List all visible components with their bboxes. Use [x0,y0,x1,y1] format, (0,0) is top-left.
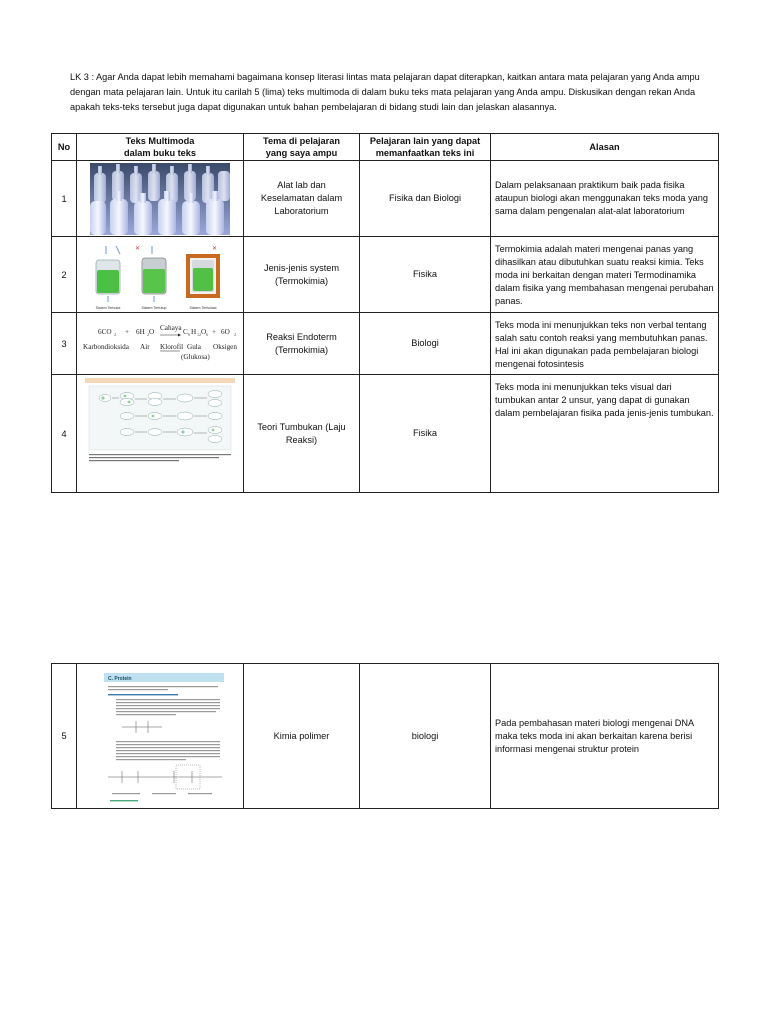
row-number: 1 [52,161,77,237]
lab-bottles-photo [90,163,230,235]
multimoda-table [51,133,719,493]
row-number: 3 [52,313,77,375]
row-pelajaran: biologi [360,664,491,809]
eq-name-air: Air [140,342,150,351]
row-alasan: Dalam pelaksanaan praktikum baik pada fisika ataupun biologi akan menggunakan teks moda yang sama dalam pengenalan alat-alat laboratorium [491,161,719,237]
label-sistem-tertutup: Sistem Tertutup [141,305,167,310]
svg-text:6: 6 [188,331,190,337]
header-pelajaran-lain [360,134,491,161]
header-pelajaran-line2: memanfaatkan teks ini [375,148,475,158]
label-sistem-terisolasi: Sistem Terisolasi [189,305,217,310]
table-row [52,664,719,809]
table-row [52,313,719,375]
svg-text:2: 2 [234,331,236,337]
svg-text:12: 12 [197,331,201,337]
eq-name-karbondioksida: Karbondioksida [83,342,129,351]
eq-plus-1: + [125,327,130,336]
systems-diagram [80,238,240,312]
row-pelajaran: Biologi [360,313,491,375]
header-tema-line1: Tema di pelajaran [263,136,340,146]
collision-theory-image [77,375,244,493]
eq-h2o-o: O [149,327,155,336]
header-tema-line2: yang saya ampu [265,148,338,158]
header-no: No [52,134,77,161]
svg-text:O: O [201,327,207,336]
multimoda-table-continued [51,663,719,809]
row-alasan: Termokimia adalah materi mengenai panas yang dihasilkan atau dibutuhkan suatu reaksi kimia. Teks moda ini berkaitan dengan materi Termodinamika dalam fisika yang membahasan mengenai perubahan panas. [491,237,719,313]
row-number: 4 [52,375,77,493]
svg-text:6: 6 [206,331,208,337]
table-row [52,237,719,313]
row-number: 2 [52,237,77,313]
eq-name-glukosa: (Glukosa) [181,352,210,361]
table-header-row [52,134,719,161]
row-number: 5 [52,664,77,809]
row-pelajaran: Fisika [360,237,491,313]
row-tema: Kimia polimer [244,664,360,809]
row-tema: Reaksi Endoterm (Termokimia) [244,313,360,375]
row-pelajaran: Fisika [360,375,491,493]
header-pelajaran-line1: Pelajaran lain yang dapat [369,136,481,146]
svg-text:✕: ✕ [135,245,141,252]
header-tema [244,134,360,161]
eq-co2: 6CO [98,327,112,336]
header-alasan: Alasan [491,134,719,161]
protein-page-thumbnail [92,667,228,805]
intro-paragraph: LK 3 : Agar Anda dapat lebih memahami bagaimana konsep literasi lintas mata pelajaran dapat diterapkan, kaitkan antara mata pelajaran yang Anda ampu dengan mata pelajaran lain. Untuk itu carilah 5 (lima) teks multimoda di dalam buku teks mata pelajaran yang Anda ampu. Diskusikan dengan rekan Anda apakah teks-teks tersebut juga dapat digunakan untuk bahan pembelajaran di bidang studi lain dan jelaskan alasannya. [70,72,700,112]
photosynthesis-equation [80,318,240,370]
table-row [52,375,719,493]
header-teks-line2: dalam buku teks [124,148,196,158]
eq-cahaya: Cahaya [160,323,182,332]
header-teks-multimoda [77,134,244,161]
table-row [52,161,719,237]
eq-plus-2: + [212,327,217,336]
eq-glucose: C [183,327,188,336]
termokimia-systems-image [77,237,244,313]
svg-text:2: 2 [114,331,116,337]
eq-name-klorofil: Klorofil [160,342,184,351]
eq-name-gula: Gula [187,342,201,351]
eq-o2: 6O [221,327,230,336]
header-teks-line1: Teks Multimoda [125,136,195,146]
thumb-title: C. Protein [108,676,132,682]
protein-structure-image [77,664,244,809]
row-alasan: Teks moda ini menunjukkan teks non verbal tentang salah satu contoh reaksi yang membutuhkan panas. Hal ini akan digunakan pada pembelajaran biologi mengenai fotosintesis [491,313,719,375]
row-tema: Jenis-jenis system (Termokimia) [244,237,360,313]
svg-text:2: 2 [147,331,149,337]
collision-diagram [85,378,235,464]
row-tema: Alat lab dan Keselamatan dalam Laboratorium [244,161,360,237]
row-tema: Teori Tumbukan (Laju Reaksi) [244,375,360,493]
label-sistem-terbuka: Sistem Terbuka [95,305,121,310]
eq-name-oksigen: Oksigen [213,342,237,351]
row-alasan: Teks moda ini menunjukkan teks visual dari tumbukan antar 2 unsur, yang dapat di gunakan dalam pembelajaran fisika pada jenis-jenis tumbukan. [491,375,719,493]
svg-text:✕: ✕ [212,245,218,252]
photosynthesis-equation-image [77,313,244,375]
eq-h2o: 6H [136,327,145,336]
lab-bottles-image [77,161,244,237]
svg-text:H: H [191,327,197,336]
row-alasan: Pada pembahasan materi biologi mengenai DNA maka teks moda ini akan berkaitan karena berisi informasi mengenai struktur protein [491,664,719,809]
row-pelajaran: Fisika dan Biologi [360,161,491,237]
